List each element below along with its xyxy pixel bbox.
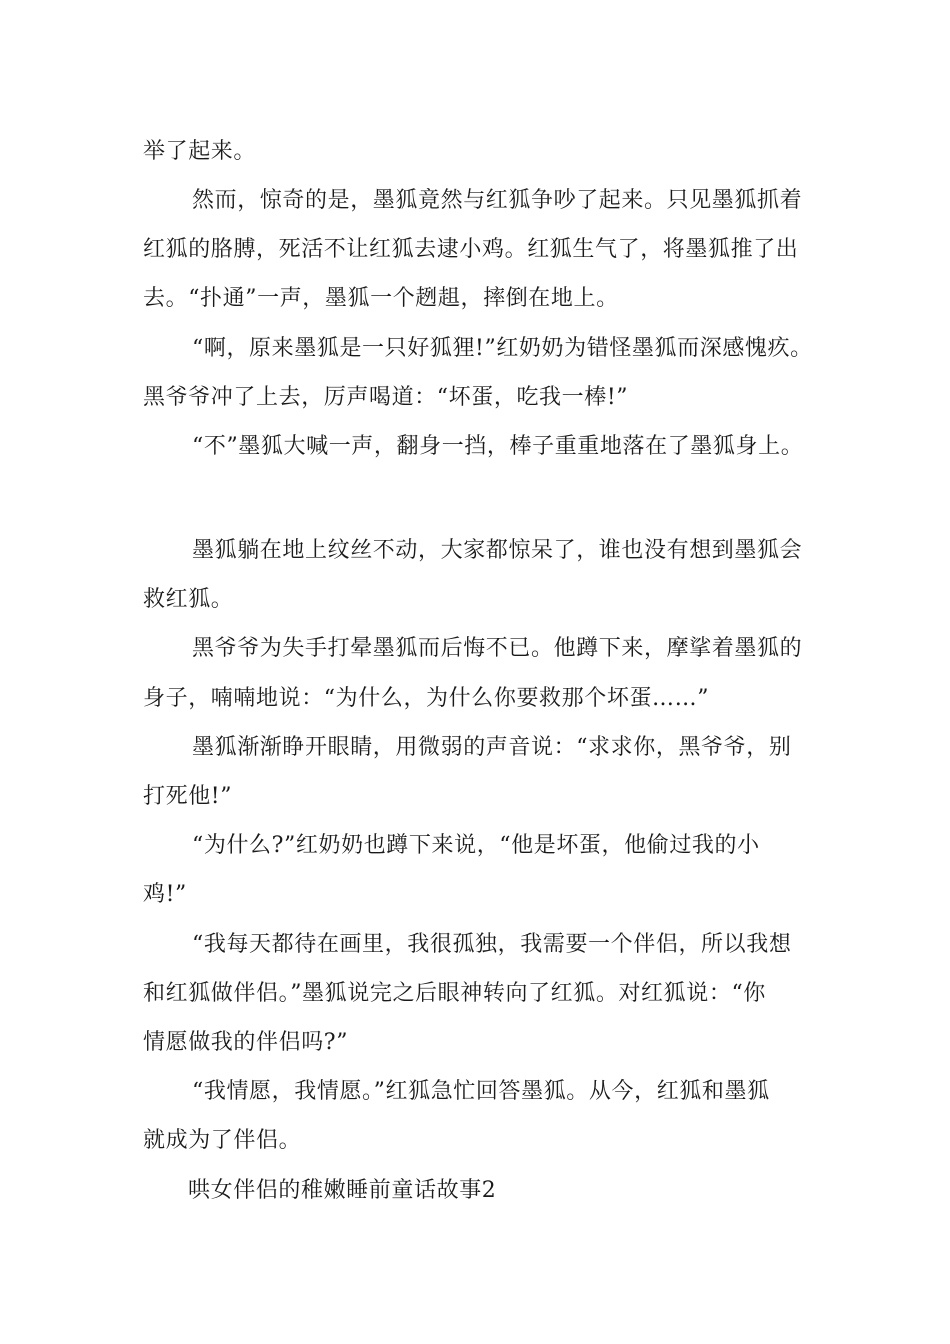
section-heading: 哄女伴侣的稚嫩睡前童话故事2 (188, 1178, 497, 1203)
text-line: 和红狐做伴侣。”墨狐说完之后眼神转向了红狐。对红狐说：“你 (143, 981, 766, 1006)
text-line: 黑爷爷冲了上去，厉声喝道：“坏蛋，吃我一棒!” (143, 385, 629, 410)
text-line: “不”墨狐大喊一声，翻身一挡，棒子重重地落在了墨狐身上。 (192, 434, 804, 459)
text-line: 去。“扑通”一声，墨狐一个趔趄，摔倒在地上。 (143, 286, 619, 311)
text-line: 红狐的胳膊，死活不让红狐去逮小鸡。红狐生气了，将墨狐推了出 (143, 237, 799, 262)
text-line: “我情愿，我情愿。”红狐急忙回答墨狐。从今，红狐和墨狐 (192, 1079, 770, 1104)
text-line: 墨狐躺在地上纹丝不动，大家都惊呆了，谁也没有想到墨狐会 (192, 538, 803, 563)
text-line: 情愿做我的伴侣吗?” (143, 1030, 349, 1055)
text-line: 黑爷爷为失手打晕墨狐而后悔不已。他蹲下来，摩挲着墨狐的 (192, 636, 803, 661)
text-line: “我每天都待在画里，我很孤独，我需要一个伴侣，所以我想 (192, 932, 792, 957)
text-line: 打死他!” (143, 784, 233, 809)
text-line: 身子，喃喃地说：“为什么，为什么你要救那个坏蛋……” (143, 686, 710, 711)
text-line: “为什么?”红奶奶也蹲下来说，“他是坏蛋，他偷过我的小 (192, 833, 760, 858)
text-line: 鸡!” (143, 882, 187, 907)
text-line: 举了起来。 (143, 139, 257, 164)
text-line: 救红狐。 (143, 587, 234, 612)
text-line: 就成为了伴侣。 (143, 1128, 302, 1153)
text-line: 然而，惊奇的是，墨狐竟然与红狐争吵了起来。只见墨狐抓着 (192, 188, 803, 213)
text-line: 墨狐渐渐睁开眼睛，用微弱的声音说：“求求你，黑爷爷，别 (192, 735, 792, 760)
text-line: “啊，原来墨狐是一只好狐狸!”红奶奶为错怪墨狐而深感愧疚。 (192, 336, 813, 361)
